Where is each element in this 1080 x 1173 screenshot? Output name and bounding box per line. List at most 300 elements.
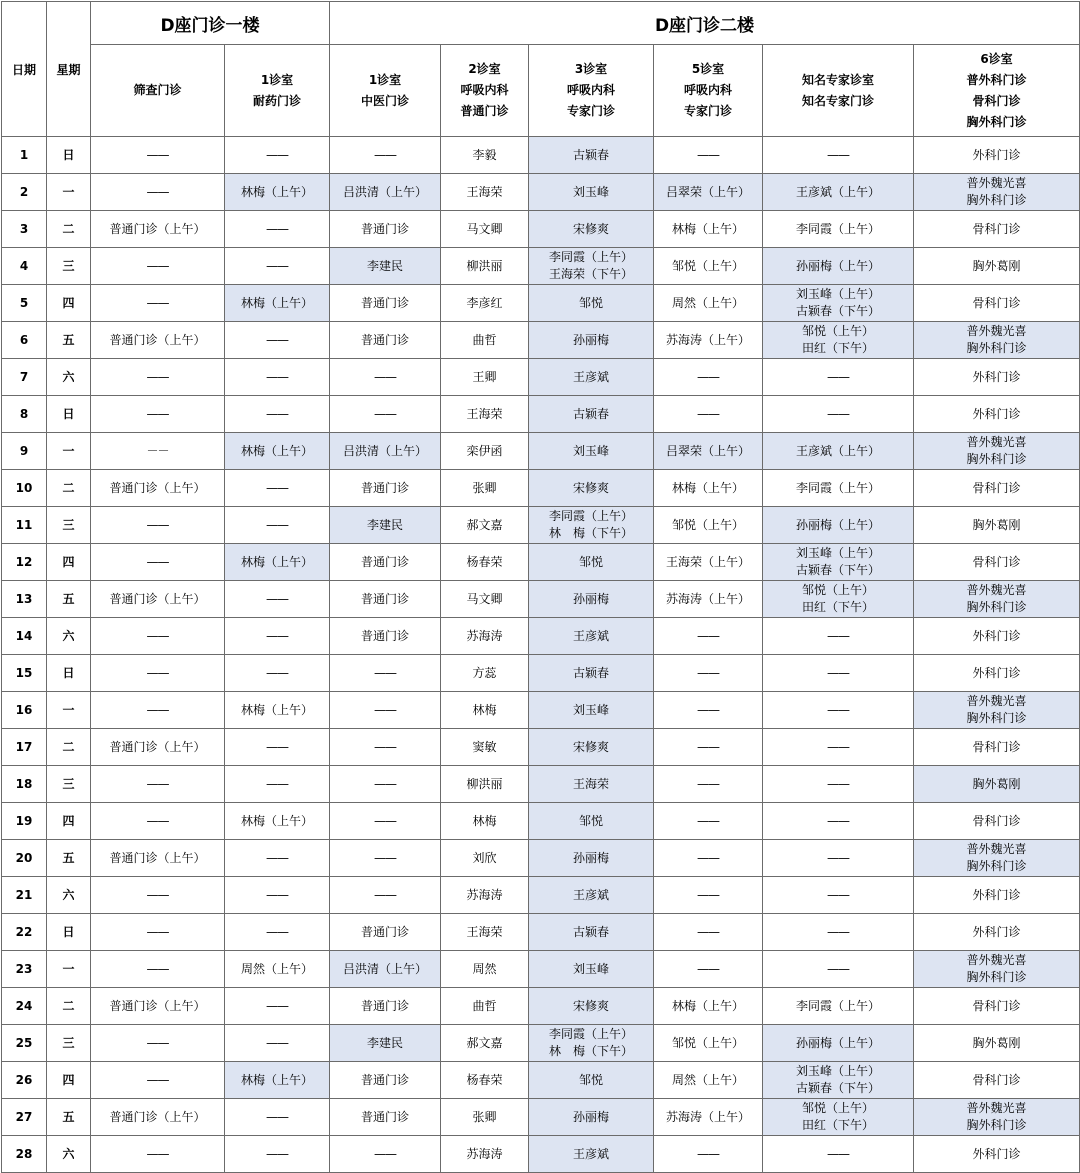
schedule-cell-tcm: 李建民: [330, 1025, 441, 1062]
floor-header-row: [2, 2, 1080, 45]
schedule-cell-surgery-6: 外科门诊: [914, 914, 1080, 951]
schedule-cell-tcm: ——: [330, 137, 441, 174]
table-row: [2, 248, 1080, 285]
weekday-cell: 六: [47, 877, 91, 914]
schedule-cell-famous-expert: ——: [763, 655, 914, 692]
schedule-cell-resp-general: 曲哲: [441, 988, 529, 1025]
date-cell: 22: [2, 914, 47, 951]
schedule-cell-resistance: 林梅（上午）: [225, 285, 330, 322]
schedule-cell-resp-expert-3: 邹悦: [529, 1062, 654, 1099]
schedule-cell-screening: ——: [91, 914, 225, 951]
schedule-cell-resp-general: 周然: [441, 951, 529, 988]
schedule-cell-resp-general: 王海荣: [441, 914, 529, 951]
room-header-line: 呼吸内科: [460, 83, 509, 97]
schedule-cell-screening: 普通门诊（上午）: [91, 470, 225, 507]
schedule-cell-tcm: 普通门诊: [330, 1062, 441, 1099]
table-row: [2, 803, 1080, 840]
schedule-cell-resistance: ——: [225, 988, 330, 1025]
schedule-cell-resp-expert-3: 孙丽梅: [529, 322, 654, 359]
schedule-cell-resp-expert-3: 刘玉峰: [529, 174, 654, 211]
schedule-cell-screening: ——: [91, 618, 225, 655]
schedule-cell-surgery-6: 普外魏光喜 胸外科门诊: [914, 174, 1080, 211]
table-row: [2, 470, 1080, 507]
schedule-cell-tcm: 普通门诊: [330, 285, 441, 322]
room-header-line: 6诊室: [980, 51, 1013, 66]
table-row: [2, 766, 1080, 803]
schedule-cell-tcm: ——: [330, 877, 441, 914]
date-cell: 25: [2, 1025, 47, 1062]
schedule-cell-surgery-6: 骨科门诊: [914, 729, 1080, 766]
schedule-cell-tcm: 普通门诊: [330, 544, 441, 581]
schedule-cell-resp-expert-3: 孙丽梅: [529, 1099, 654, 1136]
schedule-cell-famous-expert: ——: [763, 877, 914, 914]
schedule-cell-resistance: ——: [225, 877, 330, 914]
date-cell: 26: [2, 1062, 47, 1099]
schedule-cell-resp-expert-5: ——: [654, 396, 763, 433]
schedule-cell-resp-general: 张卿: [441, 1099, 529, 1136]
schedule-cell-resp-general: 王卿: [441, 359, 529, 396]
table-row: [2, 544, 1080, 581]
schedule-cell-surgery-6: 外科门诊: [914, 396, 1080, 433]
room-header-famous-expert: [763, 45, 914, 137]
schedule-cell-tcm: 李建民: [330, 248, 441, 285]
weekday-cell: 四: [47, 1062, 91, 1099]
weekday-cell: 日: [47, 137, 91, 174]
table-row: [2, 729, 1080, 766]
schedule-cell-tcm: 普通门诊: [330, 618, 441, 655]
schedule-cell-resp-expert-3: 王彦斌: [529, 618, 654, 655]
schedule-cell-screening: 普通门诊（上午）: [91, 211, 225, 248]
schedule-cell-resp-expert-3: 宋修爽: [529, 729, 654, 766]
table-row: [2, 840, 1080, 877]
schedule-cell-resp-general: 柳洪丽: [441, 248, 529, 285]
schedule-cell-resistance: 林梅（上午）: [225, 1062, 330, 1099]
schedule-cell-screening: ——: [91, 544, 225, 581]
schedule-cell-resistance: ——: [225, 655, 330, 692]
schedule-cell-surgery-6: 普外魏光喜 胸外科门诊: [914, 840, 1080, 877]
schedule-cell-resp-expert-3: 王彦斌: [529, 1136, 654, 1173]
schedule-cell-resp-general: 王海荣: [441, 396, 529, 433]
weekday-cell: 二: [47, 988, 91, 1025]
schedule-cell-resp-general: 苏海涛: [441, 618, 529, 655]
schedule-cell-resistance: 林梅（上午）: [225, 433, 330, 470]
table-row: [2, 914, 1080, 951]
room-header-line: 知名专家诊室: [801, 72, 874, 87]
schedule-cell-resistance: ——: [225, 581, 330, 618]
date-cell: 17: [2, 729, 47, 766]
schedule-cell-resistance: 周然（上午）: [225, 951, 330, 988]
table-row: [2, 174, 1080, 211]
schedule-cell-surgery-6: 胸外葛刚: [914, 766, 1080, 803]
date-cell: 24: [2, 988, 47, 1025]
date-header: 日期: [2, 2, 47, 137]
schedule-cell-resp-expert-3: 古颖春: [529, 396, 654, 433]
schedule-cell-resp-general: 柳洪丽: [441, 766, 529, 803]
schedule-cell-resp-general: 刘欣: [441, 840, 529, 877]
schedule-cell-resistance: ——: [225, 322, 330, 359]
schedule-cell-famous-expert: ——: [763, 840, 914, 877]
schedule-cell-resp-expert-3: 古颖春: [529, 655, 654, 692]
room-header-line: 3诊室: [574, 62, 608, 76]
schedule-cell-screening: 普通门诊（上午）: [91, 581, 225, 618]
schedule-cell-famous-expert: ——: [763, 618, 914, 655]
schedule-cell-resp-expert-5: 林梅（上午）: [654, 211, 763, 248]
schedule-cell-resp-expert-5: 吕翠荣（上午）: [654, 174, 763, 211]
room-header-resp-general: [441, 45, 529, 137]
table-row: [2, 507, 1080, 544]
schedule-cell-resp-expert-5: ——: [654, 729, 763, 766]
schedule-cell-resistance: ——: [225, 1136, 330, 1173]
schedule-cell-screening: 普通门诊（上午）: [91, 840, 225, 877]
schedule-cell-screening: ——: [91, 655, 225, 692]
schedule-cell-famous-expert: 李同霞（上午）: [763, 470, 914, 507]
schedule-cell-tcm: 李建民: [330, 507, 441, 544]
floor-one-header: D座门诊一楼: [91, 2, 330, 45]
date-cell: 23: [2, 951, 47, 988]
weekday-cell: 三: [47, 1025, 91, 1062]
schedule-cell-tcm: ——: [330, 840, 441, 877]
table-row: [2, 988, 1080, 1025]
weekday-cell: 日: [47, 655, 91, 692]
schedule-cell-surgery-6: 普外魏光喜 胸外科门诊: [914, 322, 1080, 359]
schedule-cell-resistance: ——: [225, 359, 330, 396]
date-cell: 11: [2, 507, 47, 544]
schedule-cell-tcm: ——: [330, 1136, 441, 1173]
schedule-cell-famous-expert: 李同霞（上午）: [763, 211, 914, 248]
schedule-cell-tcm: 吕洪清（上午）: [330, 433, 441, 470]
schedule-cell-famous-expert: ——: [763, 951, 914, 988]
schedule-cell-resp-expert-5: ——: [654, 692, 763, 729]
schedule-cell-tcm: 普通门诊: [330, 988, 441, 1025]
schedule-cell-famous-expert: 孙丽梅（上午）: [763, 507, 914, 544]
room-header-line: 1诊室: [260, 72, 294, 87]
table-row: [2, 1136, 1080, 1173]
schedule-cell-resp-general: 方蕊: [441, 655, 529, 692]
table-row: [2, 1062, 1080, 1099]
schedule-cell-resp-expert-5: 周然（上午）: [654, 285, 763, 322]
schedule-cell-famous-expert: 李同霞（上午）: [763, 988, 914, 1025]
schedule-cell-resp-expert-5: ——: [654, 766, 763, 803]
weekday-cell: 二: [47, 729, 91, 766]
room-header-line: 专家门诊: [566, 104, 615, 118]
schedule-cell-resp-general: 马文卿: [441, 581, 529, 618]
room-header-line: 筛查门诊: [133, 83, 182, 97]
schedule-cell-resistance: 林梅（上午）: [225, 692, 330, 729]
schedule-cell-screening: ——: [91, 803, 225, 840]
schedule-cell-famous-expert: 刘玉峰（上午） 古颖春（下午）: [763, 285, 914, 322]
schedule-cell-tcm: 普通门诊: [330, 322, 441, 359]
room-header-line: 2诊室: [468, 62, 501, 76]
schedule-cell-surgery-6: 外科门诊: [914, 1136, 1080, 1173]
date-cell: 13: [2, 581, 47, 618]
schedule-cell-resp-expert-5: 邹悦（上午）: [654, 507, 763, 544]
schedule-cell-resp-expert-5: ——: [654, 877, 763, 914]
weekday-cell: 六: [47, 359, 91, 396]
schedule-cell-resp-expert-5: ——: [654, 359, 763, 396]
schedule-cell-resp-general: 张卿: [441, 470, 529, 507]
schedule-cell-screening: ——: [91, 1136, 225, 1173]
weekday-cell: 五: [47, 840, 91, 877]
weekday-cell: 二: [47, 211, 91, 248]
schedule-cell-famous-expert: ——: [763, 692, 914, 729]
room-header-row: [2, 45, 1080, 137]
table-row: [2, 1099, 1080, 1136]
date-cell: 4: [2, 248, 47, 285]
schedule-cell-screening: ——: [91, 174, 225, 211]
schedule-cell-surgery-6: 外科门诊: [914, 137, 1080, 174]
schedule-cell-surgery-6: 普外魏光喜 胸外科门诊: [914, 951, 1080, 988]
schedule-cell-surgery-6: 普外魏光喜 胸外科门诊: [914, 433, 1080, 470]
schedule-cell-famous-expert: 刘玉峰（上午） 古颖春（下午）: [763, 1062, 914, 1099]
schedule-cell-resistance: ——: [225, 729, 330, 766]
room-header-line: 普通门诊: [460, 104, 509, 118]
schedule-cell-tcm: 普通门诊: [330, 1099, 441, 1136]
schedule-cell-screening: 普通门诊（上午）: [91, 1099, 225, 1136]
schedule-cell-resp-expert-3: 王海荣: [529, 766, 654, 803]
table-row: [2, 285, 1080, 322]
schedule-cell-tcm: ——: [330, 766, 441, 803]
table-row: [2, 396, 1080, 433]
date-cell: 8: [2, 396, 47, 433]
schedule-cell-surgery-6: 外科门诊: [914, 359, 1080, 396]
schedule-cell-famous-expert: 孙丽梅（上午）: [763, 248, 914, 285]
schedule-cell-resp-expert-3: 刘玉峰: [529, 951, 654, 988]
schedule-cell-screening: ——: [91, 1025, 225, 1062]
schedule-cell-resistance: ——: [225, 840, 330, 877]
schedule-cell-screening: ——: [91, 396, 225, 433]
schedule-cell-resp-expert-5: 苏海涛（上午）: [654, 581, 763, 618]
weekday-cell: 三: [47, 507, 91, 544]
room-header-tcm: [330, 45, 441, 137]
date-cell: 20: [2, 840, 47, 877]
weekday-cell: 三: [47, 248, 91, 285]
floor-two-header: D座门诊二楼: [330, 2, 1080, 45]
table-row: [2, 951, 1080, 988]
schedule-cell-tcm: ——: [330, 396, 441, 433]
schedule-cell-resistance: ——: [225, 618, 330, 655]
schedule-cell-resistance: 林梅（上午）: [225, 803, 330, 840]
schedule-cell-famous-expert: 王彦斌（上午）: [763, 433, 914, 470]
table-row: [2, 359, 1080, 396]
date-cell: 2: [2, 174, 47, 211]
weekday-cell: 三: [47, 766, 91, 803]
schedule-cell-resistance: ——: [225, 1025, 330, 1062]
schedule-cell-resp-expert-3: 宋修爽: [529, 211, 654, 248]
weekday-cell: 四: [47, 803, 91, 840]
schedule-cell-screening: ——: [91, 137, 225, 174]
room-header-resp-expert-3: [529, 45, 654, 137]
schedule-cell-resp-general: 苏海涛: [441, 877, 529, 914]
schedule-cell-resp-expert-5: 吕翠荣（上午）: [654, 433, 763, 470]
schedule-cell-resp-expert-3: 李同霞（上午） 王海荣（下午）: [529, 248, 654, 285]
date-cell: 14: [2, 618, 47, 655]
schedule-cell-resp-expert-5: ——: [654, 914, 763, 951]
room-header-line: 中医门诊: [360, 93, 409, 108]
table-row: [2, 655, 1080, 692]
schedule-cell-famous-expert: ——: [763, 766, 914, 803]
weekday-cell: 四: [47, 544, 91, 581]
schedule-cell-screening: －－: [91, 433, 225, 470]
table-row: [2, 433, 1080, 470]
schedule-cell-surgery-6: 骨科门诊: [914, 803, 1080, 840]
schedule-cell-resp-expert-3: 古颖春: [529, 137, 654, 174]
table-header: [2, 2, 1080, 137]
schedule-cell-resp-expert-5: 邹悦（上午）: [654, 1025, 763, 1062]
schedule-cell-screening: ——: [91, 766, 225, 803]
schedule-cell-famous-expert: 邹悦（上午） 田红（下午）: [763, 322, 914, 359]
schedule-cell-famous-expert: ——: [763, 729, 914, 766]
schedule-cell-resp-general: 李毅: [441, 137, 529, 174]
schedule-cell-resistance: 林梅（上午）: [225, 544, 330, 581]
schedule-cell-screening: ——: [91, 877, 225, 914]
schedule-cell-resistance: ——: [225, 766, 330, 803]
weekday-cell: 一: [47, 433, 91, 470]
schedule-cell-surgery-6: 外科门诊: [914, 877, 1080, 914]
date-cell: 5: [2, 285, 47, 322]
schedule-cell-resp-general: 杨春荣: [441, 1062, 529, 1099]
schedule-cell-resp-general: 王海荣: [441, 174, 529, 211]
room-header-screening: [91, 45, 225, 137]
weekday-cell: 一: [47, 692, 91, 729]
schedule-cell-resp-expert-3: 邹悦: [529, 803, 654, 840]
schedule-cell-screening: 普通门诊（上午）: [91, 988, 225, 1025]
schedule-cell-surgery-6: 胸外葛刚: [914, 1025, 1080, 1062]
weekday-cell: 一: [47, 951, 91, 988]
room-header-resistance: [225, 45, 330, 137]
schedule-cell-surgery-6: 骨科门诊: [914, 544, 1080, 581]
table-row: [2, 581, 1080, 618]
schedule-cell-screening: ——: [91, 951, 225, 988]
schedule-cell-resistance: ——: [225, 137, 330, 174]
room-header-line: 专家门诊: [683, 104, 732, 118]
date-cell: 10: [2, 470, 47, 507]
schedule-cell-resp-expert-3: 刘玉峰: [529, 433, 654, 470]
schedule-cell-famous-expert: ——: [763, 359, 914, 396]
schedule-cell-resp-expert-3: 宋修爽: [529, 470, 654, 507]
schedule-cell-tcm: 普通门诊: [330, 211, 441, 248]
schedule-cell-resp-general: 马文卿: [441, 211, 529, 248]
table-row: [2, 322, 1080, 359]
date-cell: 18: [2, 766, 47, 803]
schedule-cell-resp-general: 窦敏: [441, 729, 529, 766]
schedule-cell-resp-expert-3: 古颖春: [529, 914, 654, 951]
schedule-cell-famous-expert: 刘玉峰（上午） 古颖春（下午）: [763, 544, 914, 581]
room-header-surgery-6: [914, 45, 1080, 137]
date-cell: 9: [2, 433, 47, 470]
schedule-cell-screening: ——: [91, 507, 225, 544]
schedule-cell-resp-general: 苏海涛: [441, 1136, 529, 1173]
room-header-line: 骨科门诊: [972, 93, 1021, 108]
schedule-cell-resp-expert-3: 李同霞（上午） 林 梅（下午）: [529, 507, 654, 544]
room-header-line: 呼吸内科: [683, 83, 732, 97]
schedule-cell-resp-expert-5: ——: [654, 618, 763, 655]
schedule-cell-resp-expert-5: ——: [654, 655, 763, 692]
schedule-cell-screening: ——: [91, 359, 225, 396]
schedule-cell-screening: ——: [91, 285, 225, 322]
schedule-cell-resp-expert-5: 邹悦（上午）: [654, 248, 763, 285]
schedule-cell-surgery-6: 外科门诊: [914, 655, 1080, 692]
schedule-cell-surgery-6: 外科门诊: [914, 618, 1080, 655]
schedule-cell-resp-general: 杨春荣: [441, 544, 529, 581]
schedule-cell-tcm: 普通门诊: [330, 470, 441, 507]
schedule-cell-resistance: ——: [225, 211, 330, 248]
schedule-cell-resp-expert-3: 王彦斌: [529, 359, 654, 396]
schedule-cell-screening: ——: [91, 1062, 225, 1099]
schedule-cell-resistance: ——: [225, 507, 330, 544]
room-header-line: 1诊室: [368, 72, 402, 87]
date-cell: 1: [2, 137, 47, 174]
schedule-cell-resp-expert-3: 王彦斌: [529, 877, 654, 914]
schedule-cell-resistance: ——: [225, 248, 330, 285]
schedule-cell-resp-expert-3: 李同霞（上午） 林 梅（下午）: [529, 1025, 654, 1062]
schedule-cell-famous-expert: 孙丽梅（上午）: [763, 1025, 914, 1062]
schedule-cell-resp-expert-5: 王海荣（上午）: [654, 544, 763, 581]
room-header-line: 胸外科门诊: [966, 114, 1027, 129]
schedule-cell-famous-expert: ——: [763, 396, 914, 433]
schedule-cell-screening: ——: [91, 692, 225, 729]
room-header-line: 呼吸内科: [566, 83, 615, 97]
schedule-cell-tcm: 普通门诊: [330, 914, 441, 951]
room-header-line: 5诊室: [691, 62, 725, 76]
weekday-cell: 四: [47, 285, 91, 322]
schedule-cell-famous-expert: ——: [763, 137, 914, 174]
schedule-cell-surgery-6: 骨科门诊: [914, 988, 1080, 1025]
date-cell: 15: [2, 655, 47, 692]
table-row: [2, 211, 1080, 248]
schedule-cell-famous-expert: 邹悦（上午） 田红（下午）: [763, 581, 914, 618]
date-cell: 7: [2, 359, 47, 396]
schedule-cell-surgery-6: 普外魏光喜 胸外科门诊: [914, 581, 1080, 618]
schedule-cell-screening: 普通门诊（上午）: [91, 322, 225, 359]
schedule-cell-resp-general: 林梅: [441, 803, 529, 840]
weekday-cell: 六: [47, 618, 91, 655]
schedule-cell-resp-general: 郝文嘉: [441, 507, 529, 544]
schedule-cell-surgery-6: 骨科门诊: [914, 470, 1080, 507]
schedule-cell-resp-expert-3: 孙丽梅: [529, 840, 654, 877]
schedule-cell-screening: 普通门诊（上午）: [91, 729, 225, 766]
schedule-cell-tcm: ——: [330, 655, 441, 692]
schedule-cell-resp-expert-5: ——: [654, 1136, 763, 1173]
weekday-cell: 一: [47, 174, 91, 211]
schedule-cell-resp-expert-5: ——: [654, 803, 763, 840]
schedule-cell-resp-expert-5: 林梅（上午）: [654, 470, 763, 507]
schedule-cell-resp-expert-5: 林梅（上午）: [654, 988, 763, 1025]
date-cell: 3: [2, 211, 47, 248]
schedule-cell-surgery-6: 胸外葛刚: [914, 507, 1080, 544]
schedule-cell-resistance: 林梅（上午）: [225, 174, 330, 211]
weekday-header: 星期: [47, 2, 91, 137]
schedule-cell-surgery-6: 胸外葛刚: [914, 248, 1080, 285]
schedule-cell-tcm: ——: [330, 692, 441, 729]
schedule-cell-resp-expert-3: 邹悦: [529, 544, 654, 581]
schedule-cell-resp-expert-5: ——: [654, 137, 763, 174]
schedule-cell-resp-expert-3: 邹悦: [529, 285, 654, 322]
schedule-cell-resp-expert-3: 宋修爽: [529, 988, 654, 1025]
schedule-cell-surgery-6: 普外魏光喜 胸外科门诊: [914, 692, 1080, 729]
schedule-cell-famous-expert: 邹悦（上午） 田红（下午）: [763, 1099, 914, 1136]
weekday-cell: 五: [47, 581, 91, 618]
schedule-cell-resp-expert-3: 孙丽梅: [529, 581, 654, 618]
schedule-cell-resp-general: 郝文嘉: [441, 1025, 529, 1062]
schedule-cell-surgery-6: 骨科门诊: [914, 211, 1080, 248]
schedule-cell-tcm: 吕洪清（上午）: [330, 174, 441, 211]
room-header-resp-expert-5: [654, 45, 763, 137]
schedule-cell-resp-expert-5: 苏海涛（上午）: [654, 1099, 763, 1136]
table-row: [2, 877, 1080, 914]
schedule-cell-famous-expert: ——: [763, 914, 914, 951]
schedule-cell-resistance: ——: [225, 1099, 330, 1136]
schedule-cell-tcm: 吕洪清（上午）: [330, 951, 441, 988]
